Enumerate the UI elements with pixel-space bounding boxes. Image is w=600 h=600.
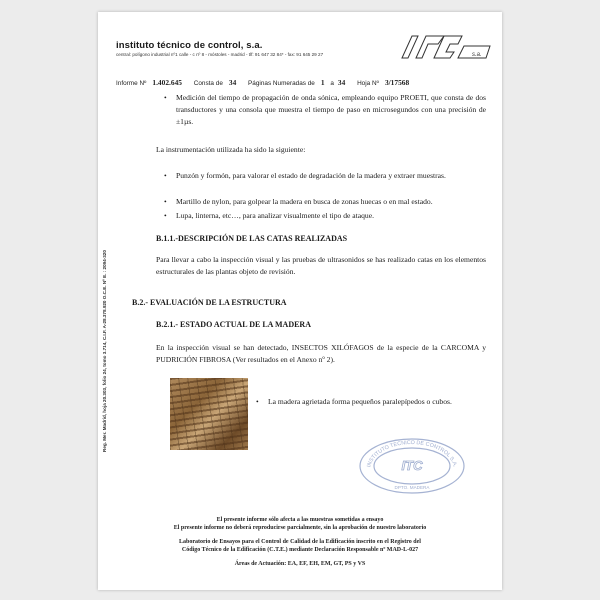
a-label: a bbox=[330, 80, 334, 87]
page-to: 34 bbox=[337, 78, 346, 87]
bullet-ultrasound: • Medición del tiempo de propagación de onda sónica, empleando equipo PROETI, que consta de dos transductores y una consola que muestra el tiempo de paso en microsegundos con una precisión de ±1µs. bbox=[176, 92, 486, 128]
heading-b21: B.2.1.- ESTADO ACTUAL DE LA MADERA bbox=[156, 320, 311, 329]
stamp-center-text: ITC bbox=[401, 458, 423, 473]
heading-b2: B.2.- EVALUACIÓN DE LA ESTRUCTURA bbox=[132, 298, 287, 307]
footer-line-3: Laboratorio de Ensayos para el Control de Calidad de la Edificación inscrito en el Registro del bbox=[179, 539, 421, 545]
company-name: instituto técnico de control, s.a. bbox=[116, 40, 263, 51]
heading-b11: B.1.1.-DESCRIPCIÓN DE LAS CATAS REALIZADAS bbox=[156, 234, 348, 243]
footer-line-5: Áreas de Actuación: EA, EF, EH, EM, GT, PS y VS bbox=[234, 561, 366, 567]
page-from: 1 bbox=[320, 78, 325, 87]
paragraph-b11: Para llevar a cabo la inspección visual y las pruebas de ultrasonidos se has realizado catas en los elementos estructurales de las plantas objeto de revisión. bbox=[156, 255, 486, 276]
consta-value: 34 bbox=[228, 78, 237, 87]
itc-logo bbox=[398, 34, 493, 60]
wood-damage-photo bbox=[170, 378, 248, 450]
company-stamp bbox=[356, 432, 468, 494]
hoja-label: Hoja Nº bbox=[357, 80, 379, 87]
bullet-madera-agrietada: • La madera agrietada forma pequeños paralepípedos o cubos. bbox=[268, 396, 486, 408]
footer-line-1: El presente informe sólo afecta a las muestras sometidas a ensayo bbox=[216, 517, 384, 523]
consta-label: Consta de bbox=[193, 80, 223, 87]
paginas-label: Páginas Numeradas de bbox=[248, 80, 315, 87]
registry-side-text: Reg. Mer. Madrid, hoja 20.303, folio 24, tomo 3.714, C.I.F. A-28.378.920 O.C.E. Nº E. : 2094-320 bbox=[102, 250, 107, 452]
stamp-bottom-text: DPTO. MADERA bbox=[394, 485, 430, 490]
informe-value: 1.402.645 bbox=[152, 78, 182, 87]
footer-line-2: El presente informe no deberá reproducirse parcialmente, sin la aprobación de nuestro laboratorio bbox=[173, 525, 427, 531]
informe-label: Informe Nº bbox=[116, 80, 147, 87]
bullet-lupa: • Lupa, linterna, etc…, para analizar visualmente el tipo de ataque. bbox=[176, 210, 486, 222]
hoja-value: 3/17568 bbox=[384, 78, 410, 87]
document-page bbox=[98, 12, 502, 590]
instrumentation-intro: La instrumentación utilizada ha sido la siguiente: bbox=[156, 145, 306, 154]
paragraph-b21: En la inspección visual se han detectado, INSECTOS XILÓFAGOS de la especie de la CARCOMA y PUDRICIÓN FIBROSA (Ver resultados en el Anexo nº 2). bbox=[156, 343, 486, 364]
bullet-martillo: • Martillo de nylon, para golpear la madera en busca de zonas huecas o en mal estado. bbox=[176, 196, 486, 208]
company-address: central: polígono industrial nº1 calle - c nº 8 - móstoles - madrid - tlf: 91 647 32 84* - fax: 91 645 29 27 bbox=[116, 52, 324, 57]
logo-sub: s.a. bbox=[472, 52, 482, 58]
footer-line-4: Código Técnico de la Edificación (C.T.E.) mediante Declaración Responsable nº MAD-L-027 bbox=[181, 547, 419, 553]
report-info-line bbox=[116, 78, 488, 87]
bullet-punzon: • Punzón y formón, para valorar el estado de degradación de la madera y extraer muestras. bbox=[176, 170, 486, 182]
stamp-ring-text: INSTITUTO TECNICO DE CONTROL S.A. bbox=[366, 439, 458, 468]
